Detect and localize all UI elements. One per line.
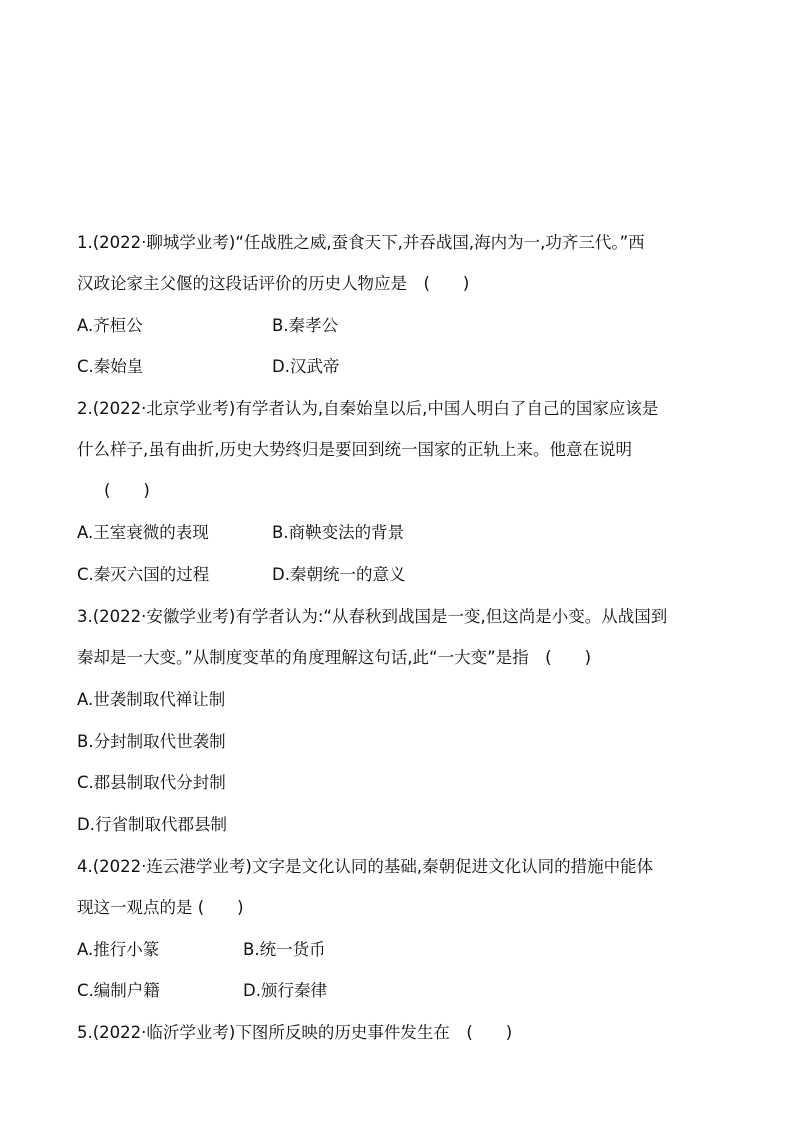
question-1-option-b: B.秦孝公 [272,316,339,335]
question-1-line-2: 汉政论家主父偃的这段话评价的历史人物应是 ( ) [77,274,470,293]
question-1-option-d: D.汉武帝 [272,357,340,376]
question-2-answer-bracket: ( ) [104,481,150,500]
question-5-line-1: 5.(2022·临沂学业考)下图所反映的历史事件发生在 ( ) [77,1023,513,1042]
question-1-option-a: A.齐桓公 [77,316,143,335]
question-2-option-a: A.王室衰微的表现 [77,523,209,542]
question-1-option-c: C.秦始皇 [77,357,144,376]
question-3-line-2: 秦却是一大变。”从制度变革的角度理解这句话,此“一大变”是指 ( ) [77,648,592,667]
question-2-option-d: D.秦朝统一的意义 [272,565,406,584]
question-4-option-a: A.推行小篆 [77,940,160,959]
question-4-option-c: C.编制户籍 [77,981,160,1000]
question-3-option-a: A.世袭制取代禅让制 [77,690,226,709]
question-1-line-1: 1.(2022·聊城学业考)“任战胜之威,蚕食天下,并吞战国,海内为一,功齐三代。”西 [77,233,645,252]
question-4-option-b: B.统一货币 [243,940,326,959]
question-3-line-1: 3.(2022·安徽学业考)有学者认为:“从春秋到战国是一变,但这尚是小变。从战国到 [77,607,668,626]
question-3-option-b: B.分封制取代世袭制 [77,732,226,751]
question-4-line-1: 4.(2022·连云港学业考)文字是文化认同的基础,秦朝促进文化认同的措施中能体 [77,857,654,876]
question-4-line-2: 现这一观点的是 ( ) [77,898,244,917]
question-3-option-d: D.行省制取代郡县制 [77,815,227,834]
question-2-line-1: 2.(2022·北京学业考)有学者认为,自秦始皇以后,中国人明白了自己的国家应该是 [77,399,659,418]
question-3-option-c: C.郡县制取代分封制 [77,773,226,792]
question-2-line-2: 什么样子,虽有曲折,历史大势终归是要回到统一国家的正轨上来。他意在说明 [77,440,632,459]
question-4-option-d: D.颁行秦律 [243,981,327,1000]
question-2-option-b: B.商鞅变法的背景 [272,523,405,542]
question-2-option-c: C.秦灭六国的过程 [77,565,210,584]
